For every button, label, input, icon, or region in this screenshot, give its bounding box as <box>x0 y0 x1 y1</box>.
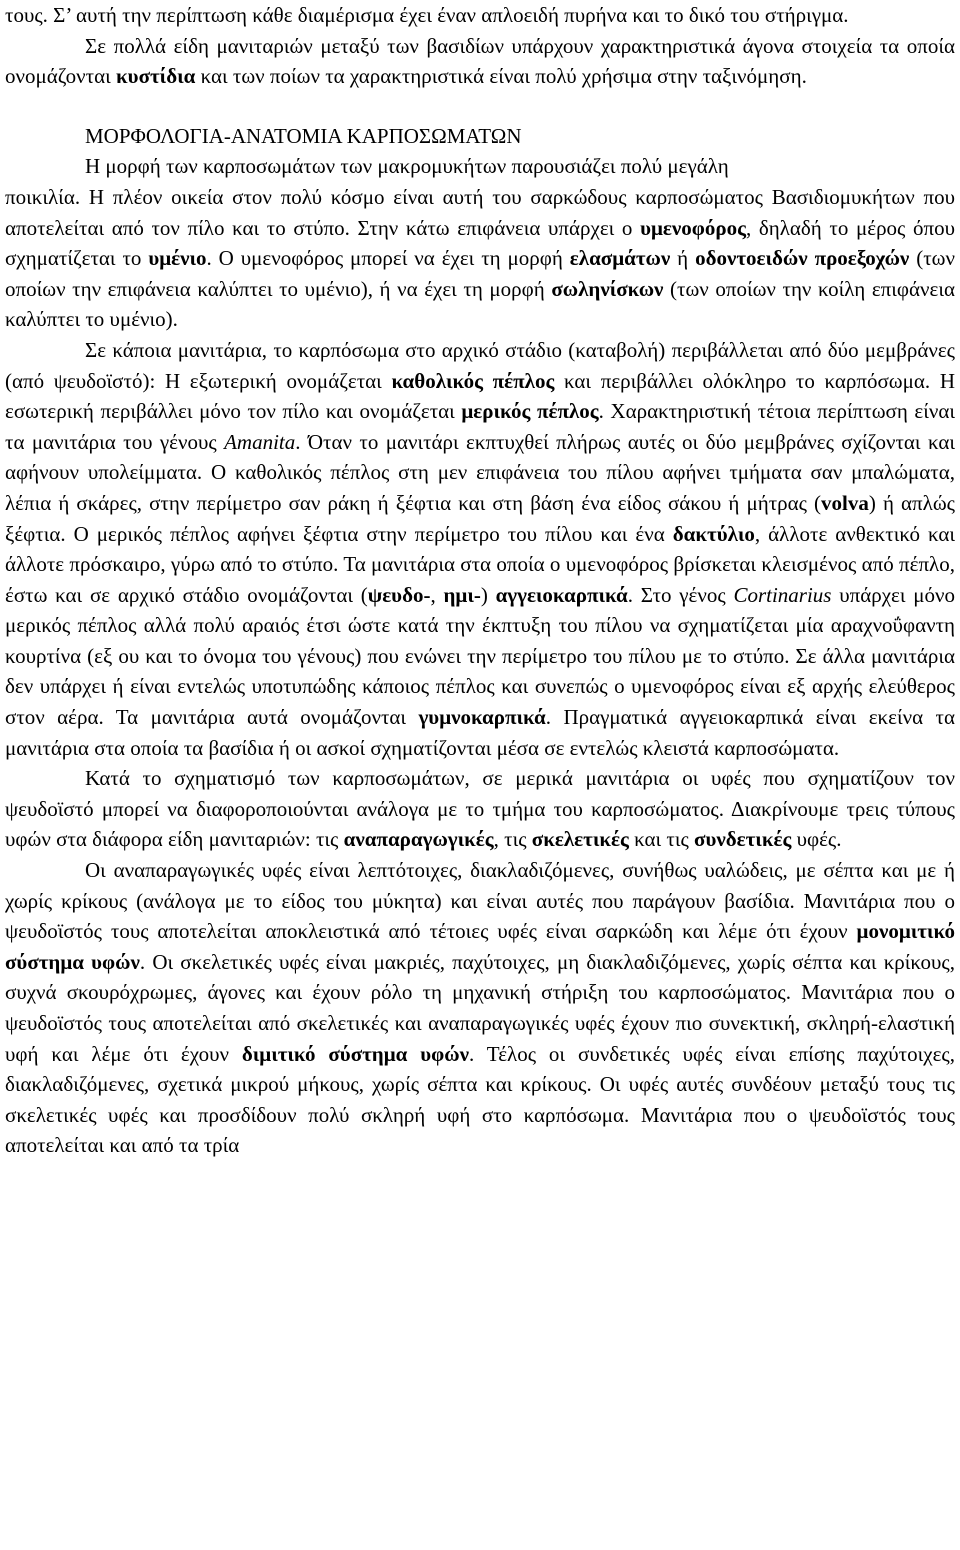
bold-term: δακτύλιο <box>672 521 755 546</box>
text-run: , άλλοτε ανθεκτικό και άλλοτε πρόσκαιρο, γύρω από το στύπο. Τα μανιτάρια στα οποία ο υμενοφόρος βρίσκεται κλεισμένος από πέπλο, έστω και σε αρχικό στάδιο ονομάζονται ( <box>5 521 956 607</box>
bold-term: ημι- <box>443 582 481 607</box>
text-run: , τις <box>493 827 532 852</box>
bold-term: ψευδο- <box>367 582 431 607</box>
text-run: ποικιλία. Η πλέον οικεία στον πολύ κόσμο είναι αυτή του σαρκώδους καρποσώματος Βασιδιομυκήτων που αποτελείται από τον πίλο και το στύπο. Στην κάτω επιφάνεια υπάρχει ο <box>5 184 955 240</box>
text-run: , <box>430 582 444 607</box>
paragraph-hyphae <box>5 763 955 855</box>
bold-term: ελασμάτων <box>569 246 671 271</box>
paragraph-hyphae-types <box>5 855 955 1161</box>
paragraph-intro <box>5 0 955 31</box>
text-run: και περιβάλλει ολόκληρο το καρπόσωμα. Η εσωτερική περιβάλλει μόνο τον πίλο και ονομάζεται <box>5 368 955 424</box>
bold-term: αγγειοκαρπικά <box>495 582 628 607</box>
morphology-body <box>5 185 955 331</box>
italic-term: Amanita <box>224 429 296 454</box>
bold-term: αναπαραγωγικές <box>343 827 494 852</box>
text-run: Κατά το σχηματισμό των καρποσωμάτων, σε μερικά μανιτάρια οι υφές που σχηματίζουν τον ψευδοϊστό μπορεί να διαφοροποιούνται ανάλογα με το τμήμα του καρποσώματος. Διακρίνουμε τρεις τύπους υφών στα διάφορα είδη μανιταριών: τις <box>5 766 955 852</box>
bold-term: μερικός πέπλος <box>461 399 599 424</box>
text-run: ή <box>670 246 696 271</box>
text-run: τους. Σ’ αυτή την περίπτωση κάθε διαμέρισμα έχει έναν απλοειδή πυρήνα και το δικό του στήριγμα. <box>5 3 849 27</box>
bold-term: οδοντοειδών προεξοχών <box>695 246 910 271</box>
bold-term: κυστίδια <box>116 64 196 89</box>
bold-term: υμένιο <box>148 246 207 271</box>
text-run: . Χαρακτηριστική τέτοια περίπτωση είναι τα μανιτάρια του γένους <box>5 399 956 454</box>
bold-term: μονομιτικό σύστημα υφών <box>5 919 955 974</box>
paragraph-veils <box>5 335 955 763</box>
text-run: . Πραγματικά αγγειοκαρπικά είναι εκείνα τα μανιτάρια στα οποία τα βασίδια ή οι ασκοί σχηματίζονται μέσα σε εντελώς κλειστά καρποσώματα. <box>5 705 955 760</box>
bold-term: καθολικός πέπλος <box>391 368 555 393</box>
morphology-lead-line: Η μορφή των καρποσωμάτων των μακρομυκήτων παρουσιάζει πολύ μεγάλη <box>85 154 729 179</box>
paragraph-cystidia <box>5 31 955 92</box>
text-run: . Οι σκελετικές υφές είναι μακριές, παχύτοιχες, μη διακλαδιζόμενες, χωρίς σέπτα και κρίκους, συχνά σκουρόχρωμες, άγονες και έχουν ρόλο τη μηχανική στήριξη του καρποσώματος. Μανιτάρια που ο ψευδοϊστός τους αποτελείται από σκελετικές και αναπαραγωγικές υφές έχουν πιο συνεκτική, σκληρή-ελαστική υφή και λέμε ότι έχουν <box>5 949 955 1066</box>
bold-term: σωληνίσκων <box>551 276 664 301</box>
text-run: Σε πολλά είδη μανιταριών μεταξύ των βασιδίων υπάρχουν χαρακτηριστικά άγονα στοιχεία τα οποία ονομάζονται <box>5 33 955 89</box>
bold-term: συνδετικές <box>694 827 792 852</box>
text-run: (των οποίων την κοίλη επιφάνεια καλύπτει το υμένιο). <box>5 276 955 332</box>
bold-term: σκελετικές <box>531 827 629 852</box>
document-page <box>5 0 955 1161</box>
bold-term: διμιτικό σύστημα υφών <box>241 1041 470 1066</box>
bold-term: volva <box>821 490 869 515</box>
text-run: . Όταν το μανιτάρι εκπτυχθεί πλήρως αυτές οι δύο μεμβράνες σχίζονται και αφήνουν υπολείμματα. Ο καθολικός πέπλος στη μεν επιφάνεια του πίλου αφήνει τμήματα σαν μπαλώματα, λέπια ή σκάρες, στην περίμετρο σαν ράκη ή ξέφτια και στη βάση ένα είδος σάκου ή μήτρας ( <box>5 429 955 515</box>
text-run: . Στο γένος <box>627 582 734 607</box>
paragraph-morphology <box>5 151 955 335</box>
italic-term: Cortinarius <box>733 582 832 607</box>
text-run: υφές. <box>791 827 842 852</box>
text-run: . Ο υμενοφόρος μπορεί να έχει τη μορφή <box>206 246 570 271</box>
text-run: υπάρχει μόνο μερικός πέπλος αλλά πολύ αραιός έτσι ώστε κατά την έκπτυξη του πίλου να σχηματίζεται μία αραχνοΰφαντη κουρτίνα (εξ ου και το όνομα του γένους) που ενώνει την περίμετρο του πίλου με το στύπο. Σε άλλα μανιτάρια δεν υπάρχει ή είναι εντελώς υποτυπώδης κάποιος πέπλος και συνεπώς ο υμενοφόρος είναι εξ αρχής ελεύθερος στον αέρα. Τα μανιτάρια αυτά ονομάζονται <box>5 582 955 730</box>
text-run: και τις <box>628 827 695 852</box>
bold-term: γυμνοκαρπικά <box>418 705 546 730</box>
text-run: (των οποίων την επιφάνεια καλύπτει το υμένιο), ή να έχει τη μορφή <box>5 246 955 301</box>
section-heading: ΜΟΡΦΟΛΟΓΙΑ-ΑΝΑΤΟΜΙΑ ΚΑΡΠΟΣΩΜΑΤΩΝ <box>85 123 522 148</box>
text-run: , δηλαδή το μέρος όπου σχηματίζεται το <box>5 215 955 271</box>
bold-term: υμενοφόρος <box>640 215 746 240</box>
text-run: και των ποίων τα χαρακτηριστικά είναι πολύ χρήσιμα στην ταξινόμηση. <box>195 64 807 89</box>
text-run: Σε κάποια μανιτάρια, το καρπόσωμα στο αρχικό στάδιο (καταβολή) περιβάλλεται από δύο μεμβράνες (από ψευδοϊστό): Η εξωτερική ονομάζεται <box>5 337 955 393</box>
text-run: ) ή απλώς ξέφτια. Ο μερικός πέπλος αφήνει ξέφτια στην περίμετρο του πίλου και ένα <box>5 490 955 546</box>
text-run: . Τέλος οι συνδετικές υφές είναι επίσης παχύτοιχες, διακλαδιζόμενες, σχετικά μικρού μήκους, χωρίς σέπτα και κρίκους. Οι υφές αυτές συνδέουν μεταξύ τους τις σκελετικές υφές και προσδίδουν πολύ σκληρή υφή στο καρπόσωμα. Μανιτάρια που ο ψευδοϊστός τους αποτελείται και από τα τρία <box>5 1041 955 1158</box>
text-run: Οι αναπαραγωγικές υφές είναι λεπτότοιχες, διακλαδιζόμενες, συνήθως υαλώδεις, με σέπτα και με ή χωρίς κρίκους (ανάλογα με το είδος του μύκητα) και είναι αυτές που παράγουν βασίδια. Μανιτάρια που ο ψευδοϊστός τους αποτελείται αποκλειστικά από τέτοιες υφές είναι σαρκώδη και λέμε ότι έχουν <box>5 858 955 944</box>
text-run: ) <box>480 582 496 607</box>
